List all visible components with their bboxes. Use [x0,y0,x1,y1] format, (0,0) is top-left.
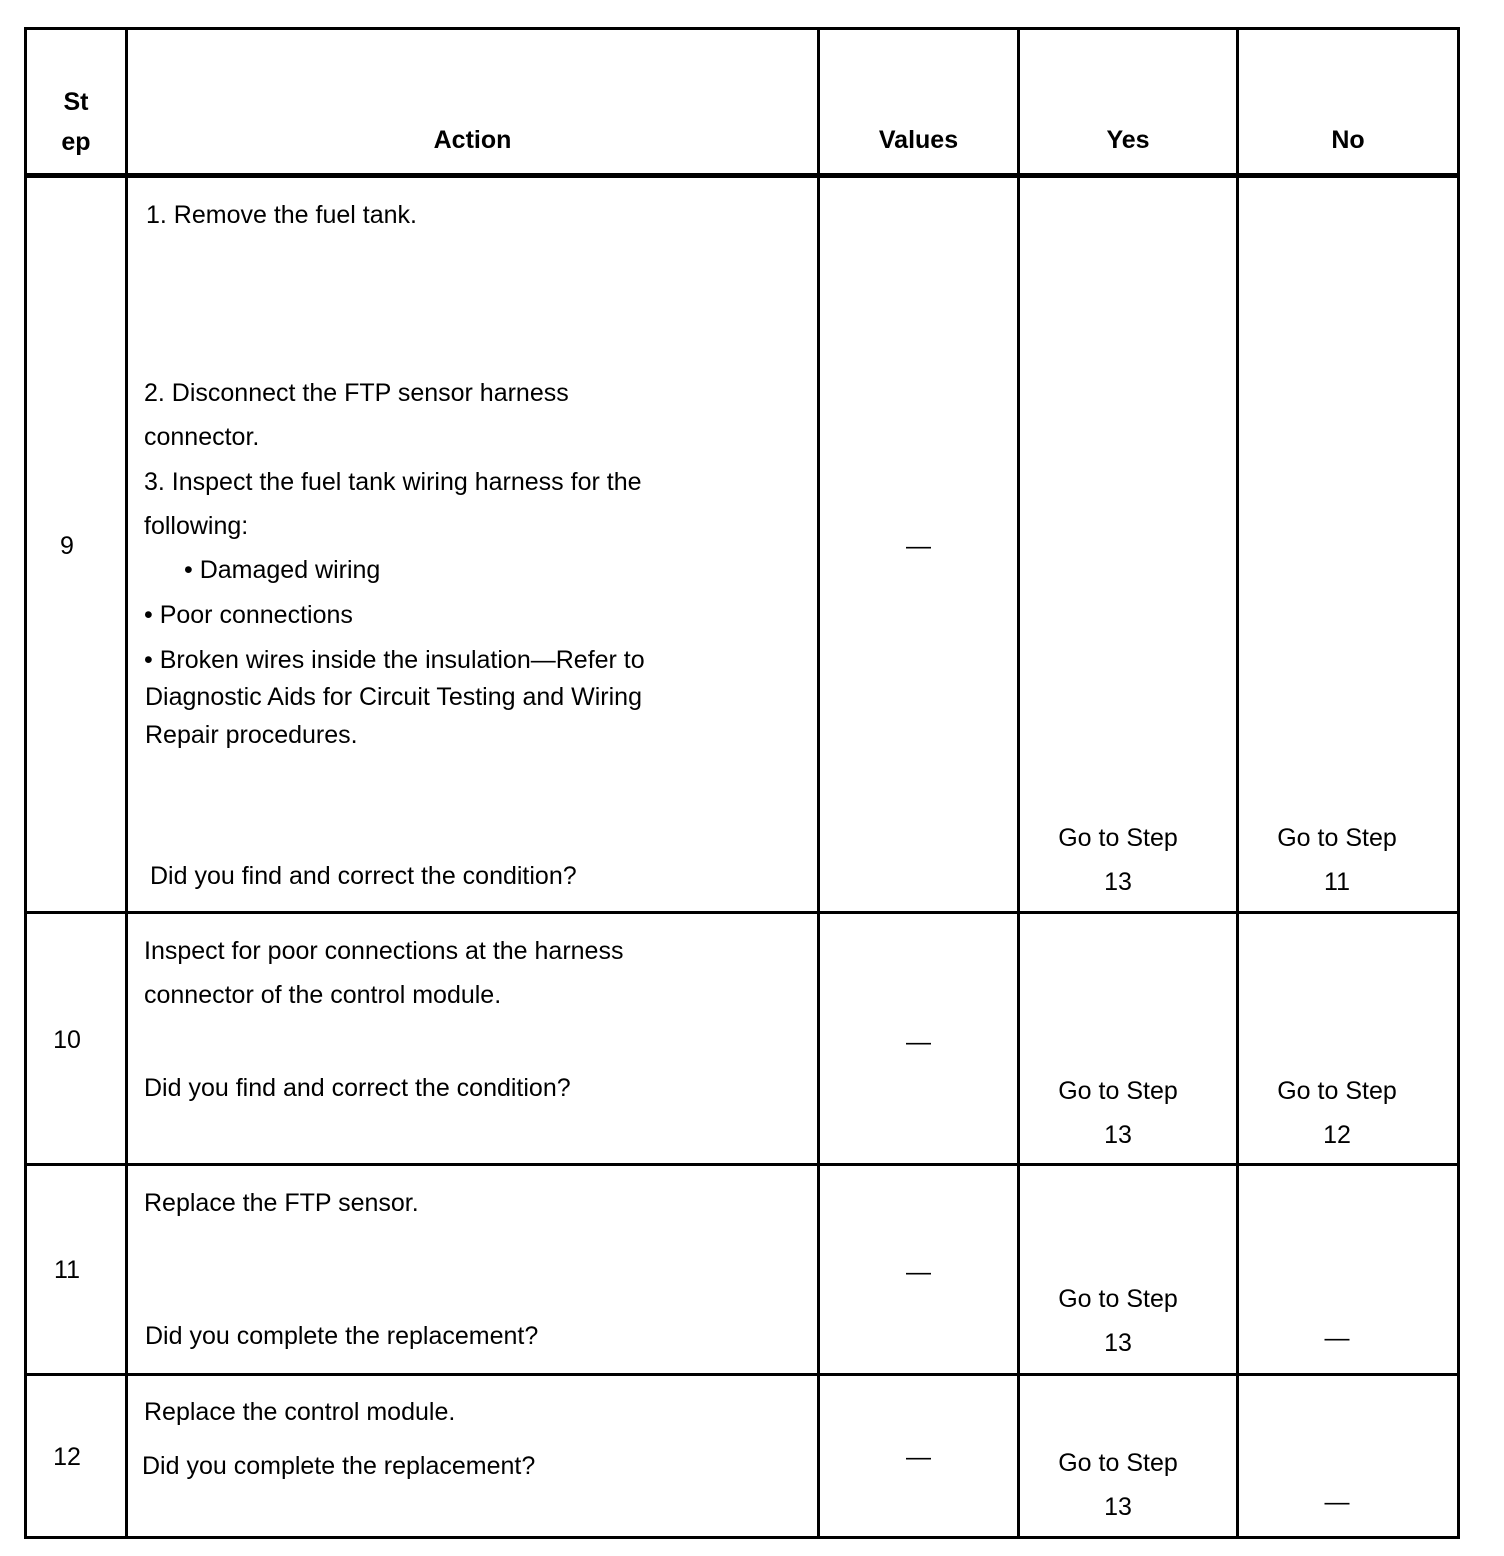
values-cell: — [906,1443,931,1471]
header-no: No [1331,126,1365,154]
grid-line [24,1163,1460,1166]
goto-step: 13 [1104,1329,1132,1357]
goto-step: 13 [1104,868,1132,896]
step-number: 11 [54,1256,80,1284]
goto-step: 11 [1324,868,1350,896]
goto-step: 12 [1323,1121,1351,1149]
grid-line [125,27,128,1539]
header-values: Values [878,126,959,154]
goto-label: Go to Step [1058,824,1178,852]
step-number: 10 [53,1026,81,1054]
yes-cell [1020,1277,1216,1365]
values-cell: — [906,1258,931,1286]
header-step [27,82,125,162]
action-item-2-cont: connector. [144,423,260,451]
action-item-3-cont: following: [144,512,249,540]
values-cell: — [906,1028,931,1056]
yes-cell [1020,1069,1216,1157]
header-divider [24,173,1460,178]
grid-line [24,1536,1460,1539]
grid-line [24,27,1460,30]
values-cell: — [906,532,931,560]
no-cell [1239,816,1435,904]
no-cell [1239,1069,1435,1157]
action-line: connector of the control module. [144,981,502,1009]
action-bullet: • Poor connections [144,601,353,629]
action-item-3: 3. Inspect the fuel tank wiring harness for the [144,468,642,496]
action-question: Did you complete the replacement? [145,1322,539,1350]
action-item-2: 2. Disconnect the FTP sensor harness [144,379,569,407]
header-action: Action [433,126,512,154]
action-bullet-cont: Diagnostic Aids for Circuit Testing and Wiring [145,683,642,711]
action-bullet: • Broken wires inside the insulation—Refer to [144,646,645,674]
goto-label: Go to Step [1277,824,1397,852]
no-cell: — [1324,1324,1350,1352]
action-question: Did you complete the replacement? [142,1452,536,1480]
grid-line [24,1373,1460,1376]
diagnostic-table [24,27,1460,1539]
no-cell: — [1324,1488,1350,1516]
action-bullet: • Damaged wiring [184,556,381,584]
goto-label: Go to Step [1058,1449,1178,1477]
action-question: Did you find and correct the condition? [150,862,577,890]
action-line: Inspect for poor connections at the harness [144,937,624,965]
grid-line [1457,27,1460,1539]
action-bullet-cont: Repair procedures. [145,721,358,749]
grid-line [24,911,1460,914]
goto-step: 13 [1104,1121,1132,1149]
action-line: Replace the control module. [144,1398,456,1426]
goto-step: 13 [1104,1493,1132,1521]
header-step-line2: ep [61,128,91,156]
header-step-line1: St [63,88,89,116]
grid-line [24,27,27,1539]
yes-cell [1020,816,1216,904]
goto-label: Go to Step [1058,1077,1178,1105]
action-item-1: 1. Remove the fuel tank. [146,201,417,229]
header-yes: Yes [1106,126,1150,154]
action-line: Replace the FTP sensor. [144,1189,419,1217]
step-number: 12 [53,1443,81,1471]
yes-cell [1020,1441,1216,1529]
grid-line [1236,27,1239,1539]
action-question: Did you find and correct the condition? [144,1074,571,1102]
grid-line [817,27,820,1539]
goto-label: Go to Step [1058,1285,1178,1313]
step-number: 9 [60,532,74,560]
goto-label: Go to Step [1277,1077,1397,1105]
